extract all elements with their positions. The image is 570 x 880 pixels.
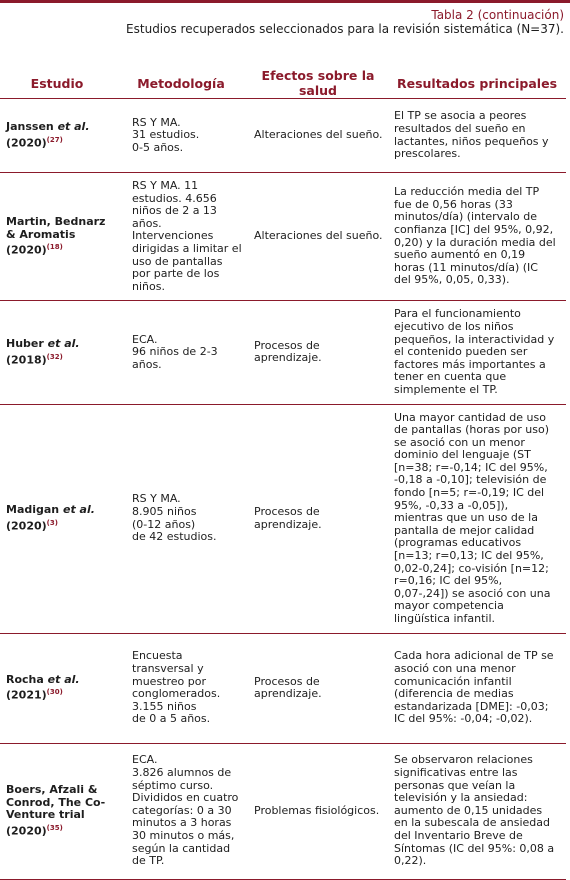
effect-cell: Procesos de aprendizaje. (248, 404, 388, 633)
header-resultados: Resultados principales (388, 68, 566, 99)
table-title: Tabla 2 (continuación) (431, 8, 564, 22)
study-cell (0, 633, 114, 743)
study-et-al: et al. (47, 672, 80, 686)
header-estudio: Estudio (0, 68, 114, 99)
results-cell: Cada hora adicional de TP se asoció con una menor comunicación infantil (diferencia de medias estandarizada [DME]: -0,03; IC del 95%: -0,04; -0,02). (388, 633, 566, 743)
study-year: (2021) (6, 688, 47, 702)
table-row (0, 404, 566, 633)
studies-table (0, 68, 566, 880)
study-year: (2020) (6, 824, 47, 838)
results-cell: Se observaron relaciones significativas entre las personas que veían la televisión y la ansiedad: aumento de 0,15 unidades en la subescala de ansiedad del Inventario Breve de Síntomas (IC del 95%: 0,08 a 0,22). (388, 743, 566, 879)
method-line: 0-5 años. (132, 140, 184, 154)
method-line: 31 estudios. (132, 128, 200, 142)
study-cell (0, 743, 114, 879)
study-name: Janssen (6, 120, 54, 134)
table-header-row (0, 68, 566, 99)
study-cell (0, 404, 114, 633)
method-cell: RS Y MA. 11 estudios. 4.656 niños de 2 a 13 años. Intervenciones dirigidas a limitar el uso de pantallas por parte de los niños. (114, 173, 248, 301)
effect-cell: Problemas fisiológicos. (248, 743, 388, 879)
study-ref: (35) (46, 823, 63, 832)
study-ref: (30) (46, 688, 63, 697)
table-row (0, 633, 566, 743)
results-cell: Una mayor cantidad de uso de pantallas (horas por uso) se asoció con un menor dominio del lenguaje (ST [n=38; r=-0,14; IC del 95%, -0,18 a -0,10]; televisión de fondo [n=5; r=-0,19; IC del 95%, -0,33 a -0,05]), mientras que un uso de la pantalla de mejor calidad (programas educativos [n=13; r=0,13; IC del 95%, 0,02-0,24]; co-visión [n=12; r=0,16; IC del 95%, 0,07-,24]) se asoció con una mayor competencia lingüística infantil. (388, 404, 566, 633)
study-name: Huber (6, 337, 44, 350)
study-ref: (3) (46, 518, 58, 527)
results-cell: El TP se asocia a peores resultados del sueño en lactantes, niños pequeños y prescolares. (388, 99, 566, 173)
method-line: RS Y MA. (132, 115, 181, 129)
study-year: (2020) (6, 243, 47, 257)
study-ref: (27) (46, 135, 63, 144)
method-cell: ECA. 3.826 alumnos de séptimo curso. Divididos en cuatro categorías: 0 a 30 minutos a 3 horas 30 minutos o más, según la cantidad de TP. (114, 743, 248, 879)
table-caption (126, 8, 564, 36)
study-cell (0, 173, 114, 301)
effect-cell: Procesos de aprendizaje. (248, 301, 388, 404)
effect-cell: Alteraciones del sueño. (248, 99, 388, 173)
results-cell: Para el funcionamiento ejecutivo de los niños pequeños, la interactividad y el contenido pueden ser factores más importantes a tener en cuenta que simplemente el TP. (388, 301, 566, 404)
method-cell: RS Y MA. 8.905 niños (0-12 años) de 42 estudios. (114, 404, 248, 633)
study-name: Rocha (6, 672, 44, 686)
results-cell: La reducción media del TP fue de 0,56 horas (33 minutos/día) (intervalo de confianza [IC] del 95%, 0,92, 0,20) y la duración media del sueño aumentó en 0,19 horas (11 minutos/día) (IC del 95%, 0,05, 0,33). (388, 173, 566, 301)
header-efectos: Efectos sobre la salud (248, 68, 388, 99)
table-subtitle: Estudios recuperados seleccionados para la revisión sistemática (N=37). (126, 22, 564, 36)
method-cell: Encuesta transversal y muestreo por conglomerados. 3.155 niños de 0 a 5 años. (114, 633, 248, 743)
study-name: Martin, Bednarz & Aromatis (6, 214, 106, 241)
table-row (0, 743, 566, 879)
study-name: Madigan (6, 503, 60, 517)
method-cell (114, 99, 248, 173)
study-year: (2020) (6, 136, 47, 150)
study-ref: (18) (46, 243, 63, 252)
study-year: (2018) (6, 353, 47, 367)
table-row (0, 99, 566, 173)
header-metodologia: Metodología (114, 68, 248, 99)
study-et-al: et al. (57, 120, 90, 134)
study-ref: (32) (46, 352, 63, 361)
method-cell: ECA. 96 niños de 2-3 años. (114, 301, 248, 404)
study-cell (0, 301, 114, 404)
study-et-al: et al. (63, 503, 95, 517)
study-name: Boers, Afzali & Conrod, The Co-Venture trial (6, 783, 106, 822)
effect-cell: Procesos de aprendizaje. (248, 633, 388, 743)
study-cell (0, 99, 114, 173)
study-year: (2020) (6, 519, 47, 533)
study-et-al: et al. (47, 337, 80, 350)
effect-cell: Alteraciones del sueño. (248, 173, 388, 301)
table-row (0, 173, 566, 301)
top-accent-bar (0, 0, 570, 3)
table-row (0, 301, 566, 404)
